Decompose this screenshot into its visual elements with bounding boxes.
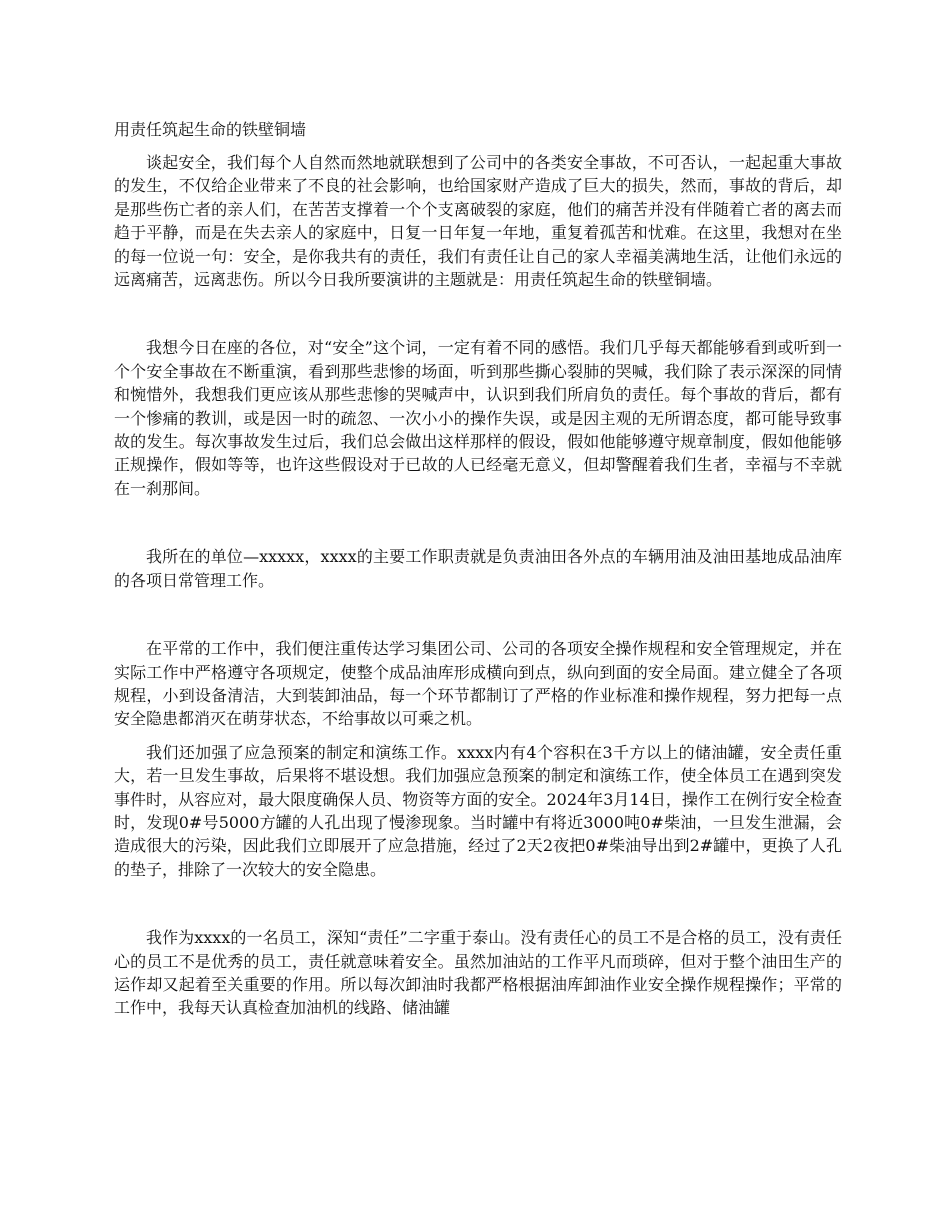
paragraph-unit: 我所在的单位—xxxxx，xxxx的主要工作职责就是负责油田各外点的车辆用油及油田基地成品油库的各项日常管理工作。 bbox=[114, 547, 842, 590]
paragraph-daily-work: 在平常的工作中，我们便注重传达学习集团公司、公司的各项安全操作规程和安全管理规定，并在实际工作中严格遵守各项规定，使整个成品油库形成横向到点，纵向到面的安全局面。建立健全了各项规程，小到设备清洁，大到装卸油品，每一个环节都制订了严格的作业标准和操作规程，努力把每一点安全隐患都消灭在萌芽状态，不给事故以可乘之机。 bbox=[114, 639, 842, 729]
paragraph-gap bbox=[114, 602, 842, 637]
paragraph-intro: 谈起安全，我们每个人自然而然地就联想到了公司中的各类安全事故，不可否认，一起起重大事故的发生，不仅给企业带来了不良的社会影响，也给国家财产造成了巨大的损失，然而，事故的背后，却是那些伤亡者的亲人们，在苦苦支撑着一个个支离破裂的家庭，他们的痛苦并没有伴随着亡者的离去而趋于平静，而是在失去亲人的家庭中，日复一日年复一年地，重复着孤苦和忧难。在这里，我想对在坐的每一位说一句：安全，是你我共有的责任，我们有责任让自己的家人幸福美满地生活，让他们永远的远离痛苦，远离悲伤。所以今日我所要演讲的主题就是：用责任筑起生命的铁壁铜墙。 bbox=[114, 153, 842, 290]
paragraph-gap bbox=[114, 891, 842, 926]
paragraph-responsibility: 我作为xxxx的一名员工，深知“责任”二字重于泰山。没有责任心的员工不是合格的员工，没有责任心的员工不是优秀的员工，责任就意味着安全。虽然加油站的工作平凡而琐碎，但对于整个油田生产的运作却又起着至关重要的作用。所以每次卸油时我都严格根据油库卸油作业安全操作规程操作；平常的工作中，我每天认真检查加油机的线路、储油罐 bbox=[114, 928, 842, 1018]
paragraph-gap bbox=[114, 301, 842, 336]
paragraph-reflection: 我想今日在座的各位，对“安全”这个词，一定有着不同的感悟。我们几乎每天都能够看到或听到一个个安全事故在不断重演，看到那些悲惨的场面，听到那些撕心裂肺的哭喊，我们除了表示深深的同情和惋惜外，我想我们更应该从那些悲惨的哭喊声中，认识到我们所肩负的责任。每个事故的背后，都有一个惨痛的教训，或是因一时的疏忽、一次小小的操作失误，或是因主观的无所谓态度，都可能导致事故的发生。每次事故发生过后，我们总会做出这样那样的假设，假如他能够遵守规章制度，假如他能够正规操作，假如等等，也许这些假设对于已故的人已经毫无意义，但却警醒着我们生者，幸福与不幸就在一刹那间。 bbox=[114, 338, 842, 498]
document-title: 用责任筑起生命的铁壁铜墙 bbox=[114, 120, 307, 139]
document-page bbox=[114, 118, 842, 1030]
paragraph-emergency: 我们还加强了应急预案的制定和演练工作。xxxx内有4个容积在3千方以上的储油罐，安全责任重大，若一旦发生事故，后果将不堪设想。我们加强应急预案的制定和演练工作，使全体员工在遇到突发事件时，从容应对，最大限度确保人员、物资等方面的安全。2024年3月14日，操作工在例行安全检查时，发现0#号5000方罐的人孔出现了慢渗现象。当时罐中有将近3000吨0#柴油，一旦发生泄漏，会造成很大的污染，因此我们立即展开了应急措施，经过了2天2夜把0#柴油导出到2#罐中，更换了人孔的垫子，排除了一次较大的安全隐患。 bbox=[114, 742, 842, 879]
paragraph-gap bbox=[114, 510, 842, 545]
